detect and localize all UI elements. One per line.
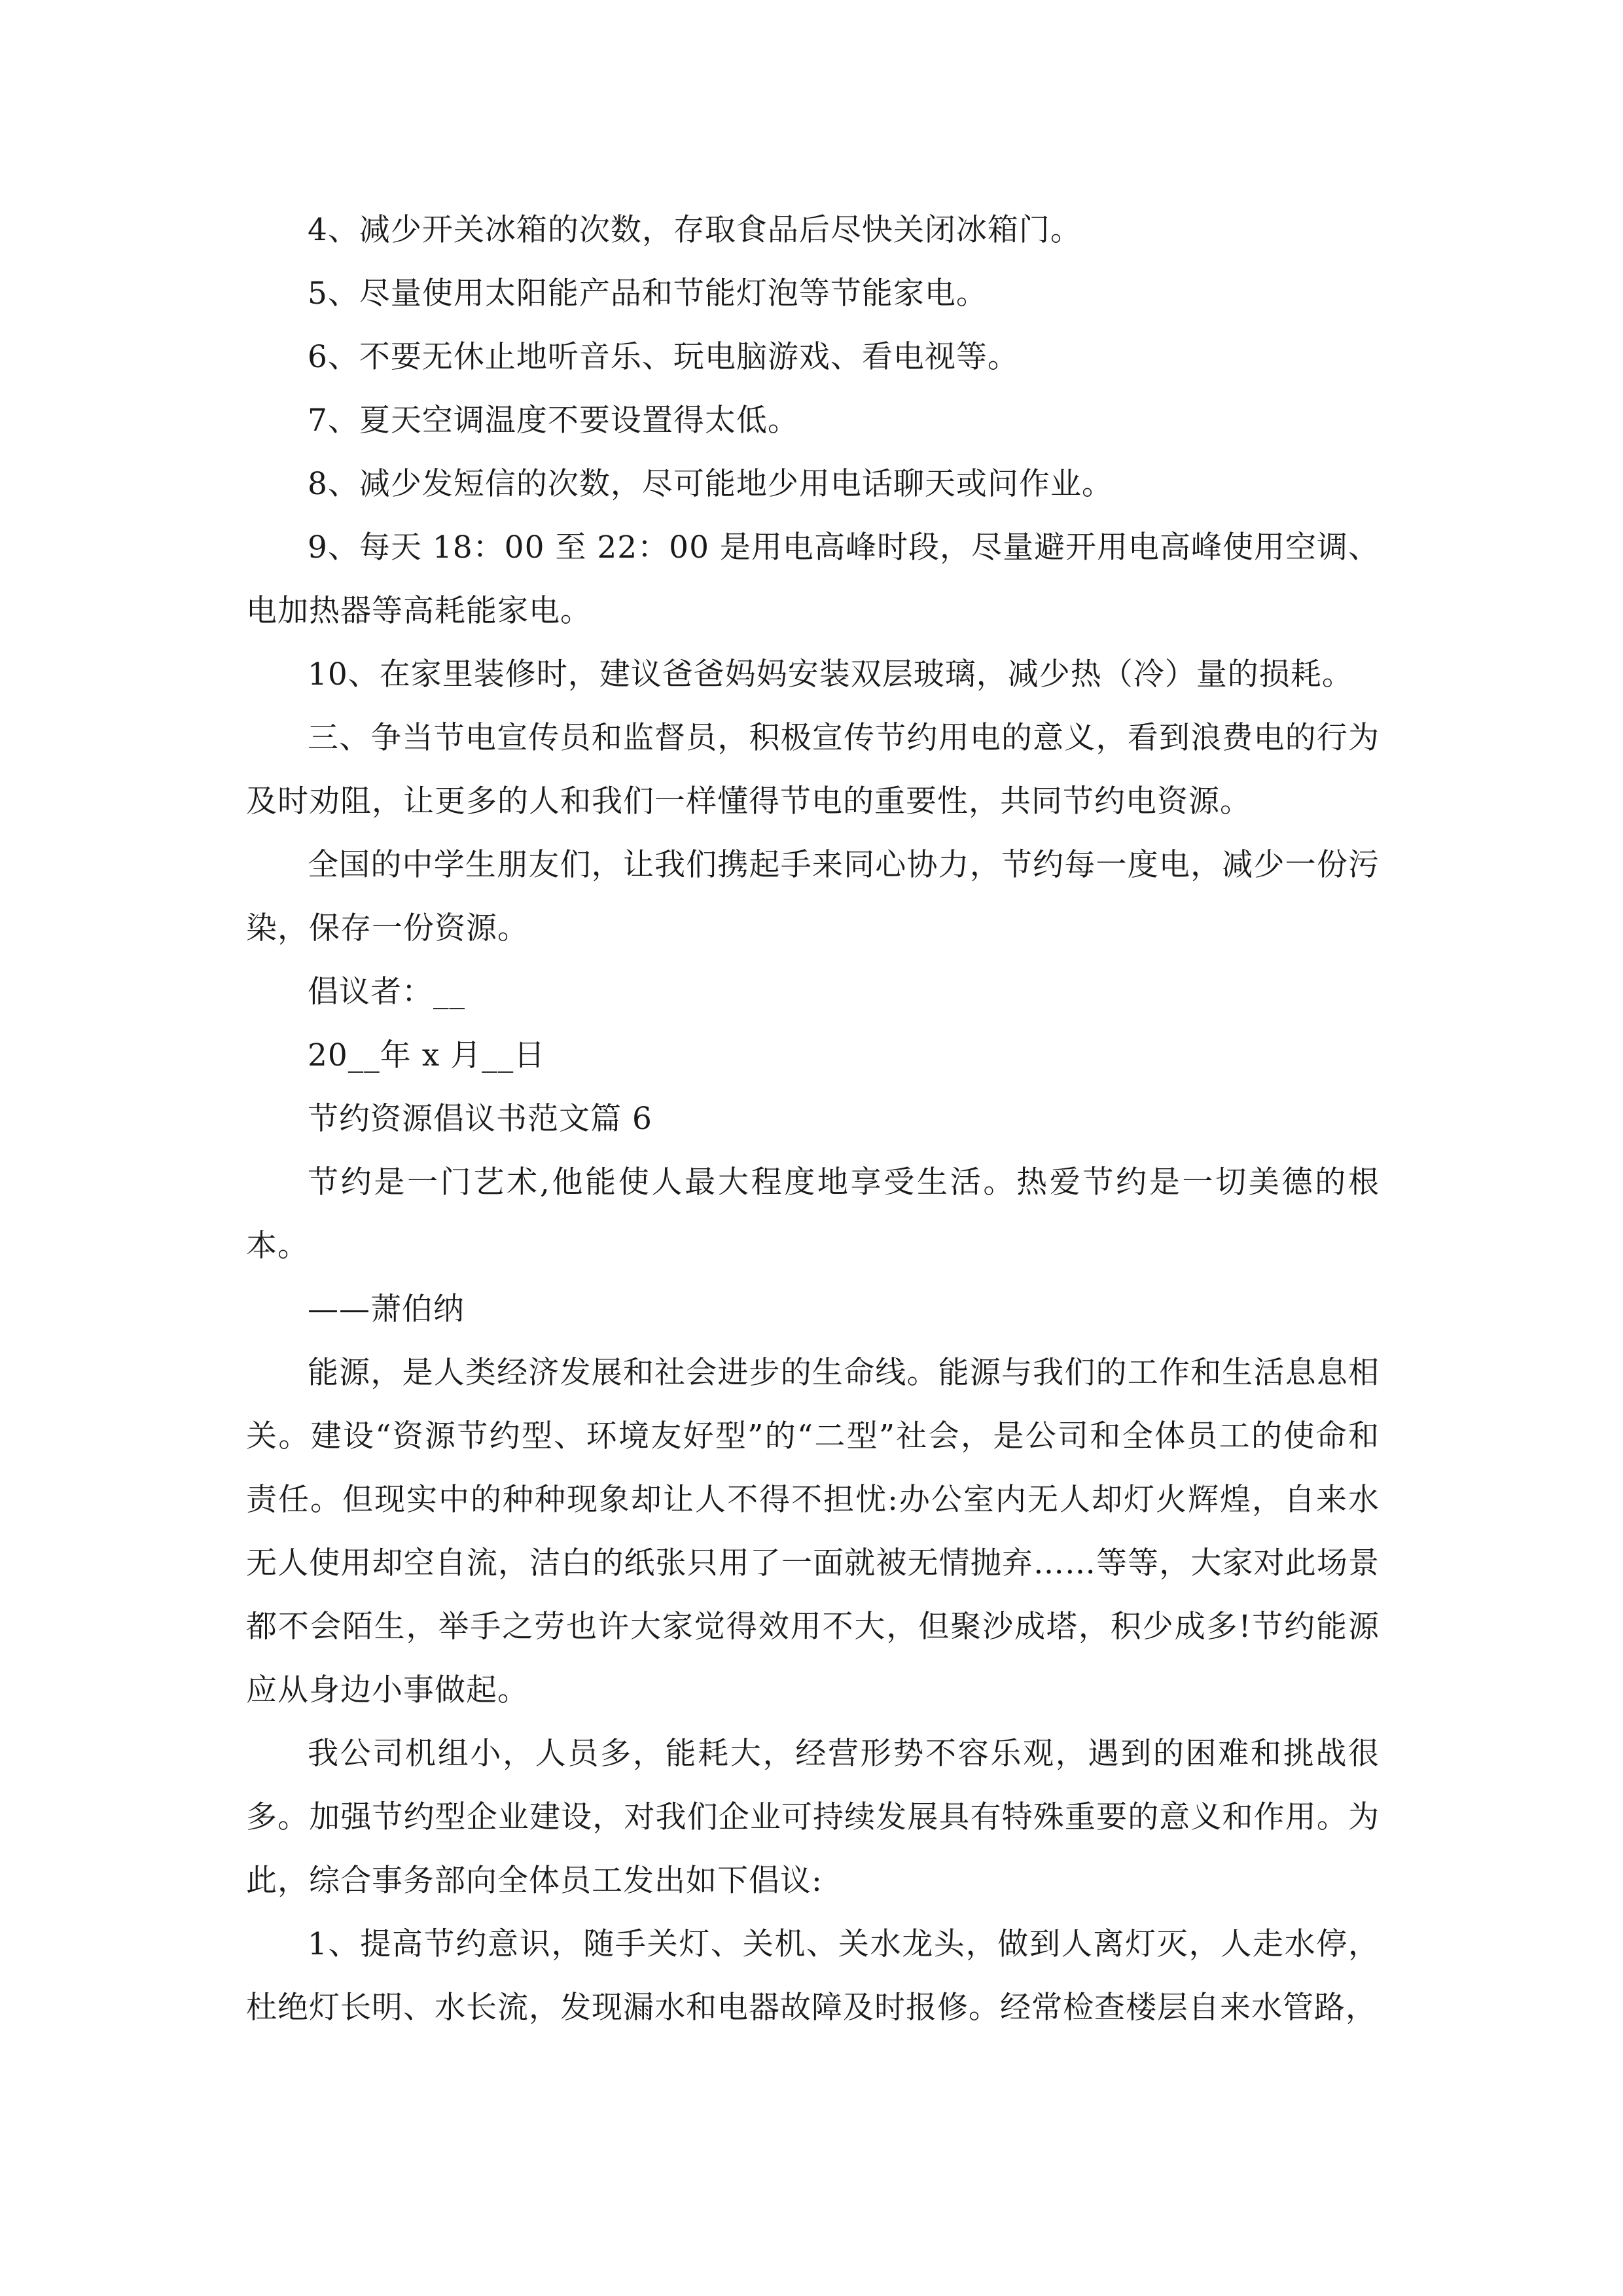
list-item-9: 9、每天 18：00 至 22：00 是用电高峰时段，尽量避开用电高峰使用空调、电加热器等高耗能家电。 [246, 529, 1380, 629]
list-item-8: 8、减少发短信的次数，尽可能地少用电话聊天或问作业。 [308, 466, 1113, 502]
date-line: 20__年 x 月__日 [308, 1037, 546, 1073]
section-title: 节约资源倡议书范文篇 6 [308, 1101, 652, 1137]
quote-paragraph: 节约是一门艺术,他能使人最大程度地享受生活。热爱节约是一切美德的根本。 [246, 1164, 1380, 1264]
list-item-6: 6、不要无休止地听音乐、玩电脑游戏、看电视等。 [308, 339, 1019, 375]
list-item-5: 5、尽量使用太阳能产品和节能灯泡等节能家电。 [308, 276, 988, 312]
proposal-item-1: 1、提高节约意识，随手关灯、关机、关水龙头，做到人离灯灭，人走水停，杜绝灯长明、水长流，发现漏水和电器故障及时报修。经常检查楼层自来水管路， [246, 1926, 1380, 2026]
list-item-4: 4、减少开关冰箱的次数，存取食品后尽快关闭冰箱门。 [308, 212, 1082, 248]
section-three-paragraph: 三、争当节电宣传员和监督员，积极宣传节约用电的意义，看到浪费电的行为及时劝阻，让更多的人和我们一样懂得节电的重要性，共同节约电资源。 [246, 720, 1380, 819]
list-item-10: 10、在家里装修时，建议爸爸妈妈安装双层玻璃，减少热（冷）量的损耗。 [308, 656, 1353, 692]
closing-appeal: 全国的中学生朋友们，让我们携起手来同心协力，节约每一度电，减少一份污染，保存一份资源。 [246, 847, 1380, 946]
document-body [246, 198, 1380, 2039]
list-item-7: 7、夏天空调温度不要设置得太低。 [308, 403, 799, 439]
company-paragraph: 我公司机组小，人员多，能耗大，经营形势不容乐观，遇到的困难和挑战很多。加强节约型企业建设，对我们企业可持续发展具有特殊重要的意义和作用。为此，综合事务部向全体员工发出如下倡议: [246, 1736, 1380, 1899]
energy-paragraph: 能源，是人类经济发展和社会进步的生命线。能源与我们的工作和生活息息相关。建设“资源节约型、环境友好型”的“二型”社会，是公司和全体员工的使命和责任。但现实中的种种现象却让人不得不担忧:办公室内无人却灯火辉煌，自来水无人使用却空自流，洁白的纸张只用了一面就被无情抛弃……等等，大家对此场景都不会陌生，举手之劳也许大家觉得效用不大，但聚沙成塔，积少成多!节约能源应从身边小事做起。 [246, 1355, 1380, 1708]
proposer-line: 倡议者：__ [308, 974, 465, 1010]
quote-author: ——萧伯纳 [308, 1291, 465, 1327]
